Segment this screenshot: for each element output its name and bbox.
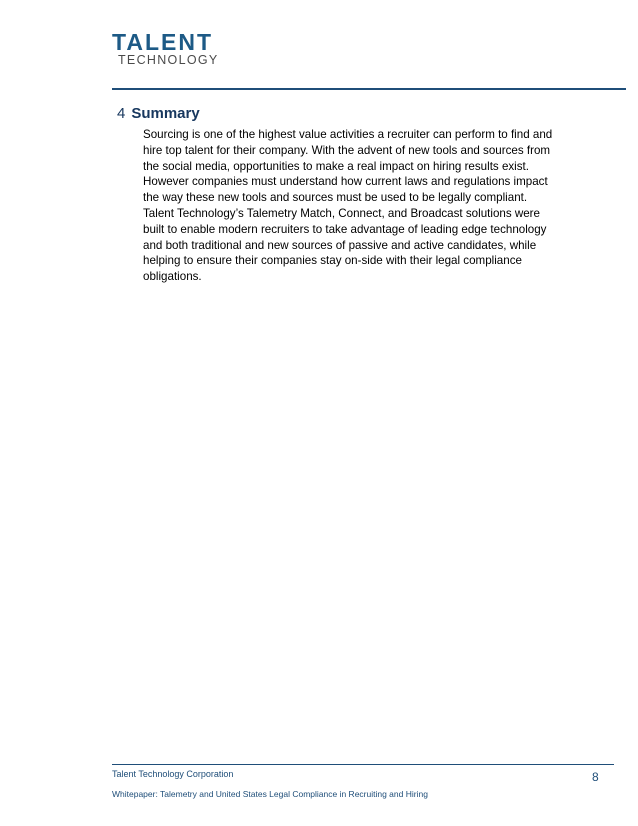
paragraph-line: and both traditional and new sources of passive and active candidates, while (143, 238, 537, 252)
company-logo (112, 31, 242, 71)
paragraph-line: the way these new tools and sources must be used to be legally compliant. (143, 191, 528, 205)
paragraph-line: Sourcing is one of the highest value activities a recruiter can perform to find and (143, 128, 553, 141)
paragraph-line: built to enable modern recruiters to take advantage of leading edge technology (143, 222, 547, 236)
logo-wordmark-top: TALENT (112, 29, 214, 55)
footer-divider (112, 764, 614, 765)
paragraph-line: helping to ensure their companies stay on-side with their legal compliance (143, 254, 522, 268)
header-divider (112, 88, 626, 90)
paragraph-line: However companies must understand how current laws and regulations impact (143, 175, 548, 189)
page-number: 8 (592, 770, 599, 784)
summary-paragraph (143, 127, 589, 285)
footer-company-name: Talent Technology Corporation (112, 769, 234, 779)
paragraph-line: the social media, opportunities to make a real impact on hiring results exist. (143, 159, 530, 173)
paragraph-line: obligations. (143, 270, 202, 284)
section-number: 4 (117, 105, 126, 122)
paragraph-line: Talent Technology’s Talemetry Match, Connect, and Broadcast solutions were (143, 206, 540, 220)
section-title: Summary (131, 105, 200, 122)
paragraph-line: hire top talent for their company. With the advent of new tools and sources from (143, 143, 551, 157)
section-heading (117, 105, 200, 123)
footer-document-title: Whitepaper: Talemetry and United States Legal Compliance in Recruiting and Hiring (112, 789, 428, 799)
logo-wordmark-bottom: TECHNOLOGY (118, 53, 219, 67)
